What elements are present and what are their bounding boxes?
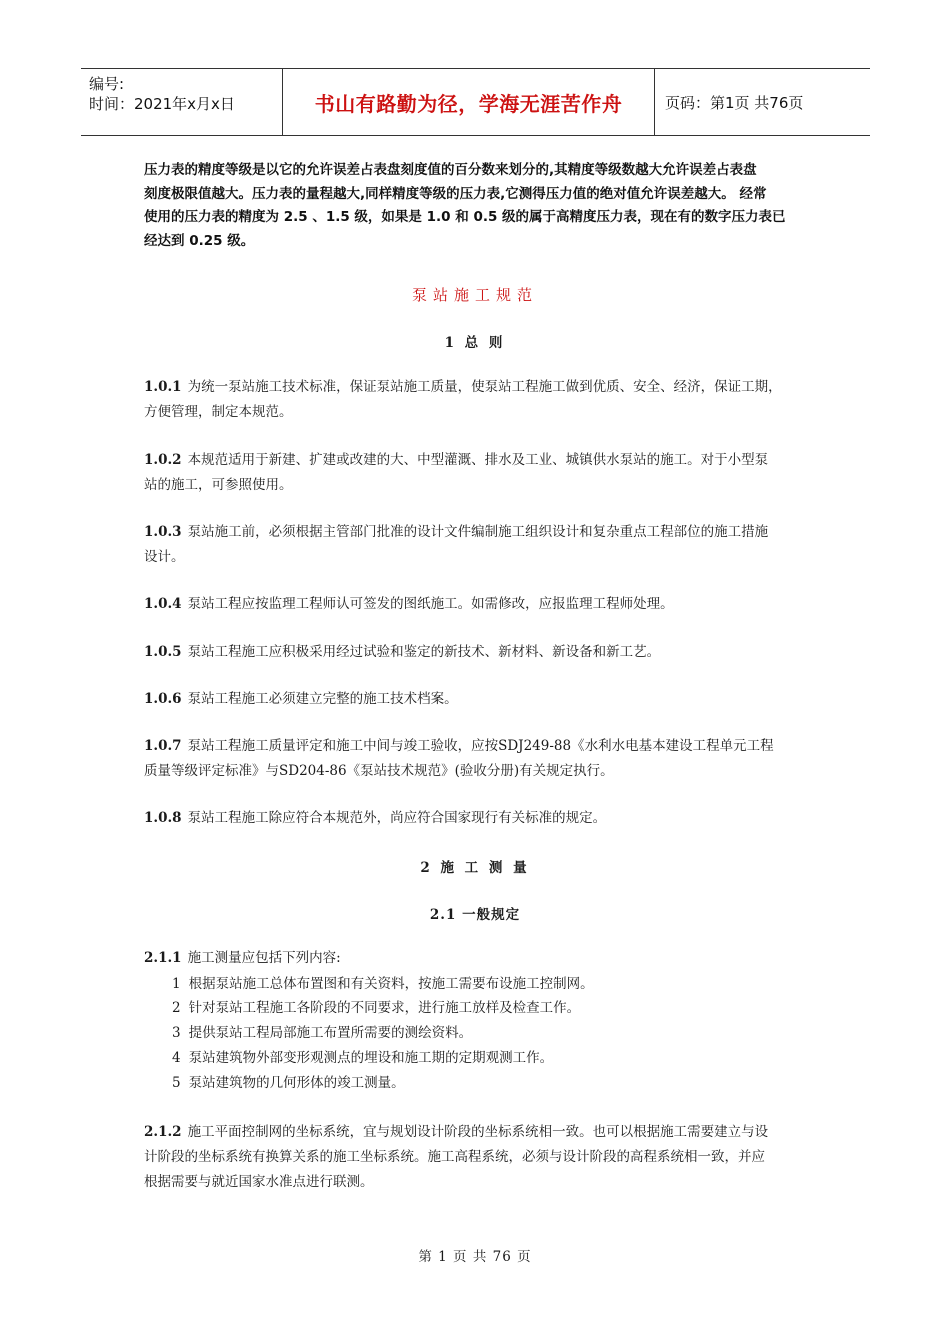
clause-1-0-6 (144, 687, 814, 712)
clause-1-0-5 (144, 640, 814, 665)
clause-text: 为统一泵站施工技术标准，保证泵站施工质量，使泵站工程施工做到优质、安全、经济，保证工期， (187, 379, 782, 395)
subsection-heading-2-1: 2.1 一般规定 (429, 907, 521, 923)
intro-line: 使用的压力表的精度为 2.5 、1.5 级，如果是 1.0 和 0.5 级的属于高精度压力表，现在有的数字压力表已 (144, 209, 786, 225)
clause-text: 站的施工，可参照使用。 (144, 477, 293, 493)
clause-2-1-1 (144, 946, 814, 971)
list-item (172, 1048, 812, 1068)
clause-1-0-3 (144, 520, 814, 570)
clause-1-0-2 (144, 448, 814, 498)
clause-text: 计阶段的坐标系统有换算关系的施工坐标系统。施工高程系统，必须与设计阶段的高程系统相一致，并应 (144, 1149, 765, 1165)
header-meta-cell (81, 69, 283, 135)
time-label: 时间：2021年x月x日 (89, 95, 235, 113)
clause-number: 1.0.8 (144, 810, 182, 826)
page-footer: 第 1 页 共 76 页 (418, 1249, 532, 1265)
clause-text: 施工测量应包括下列内容: (187, 950, 341, 966)
clause-text: 设计。 (144, 549, 185, 565)
list-item (172, 998, 812, 1018)
clause-text: 泵站工程施工除应符合本规范外，尚应符合国家现行有关标准的规定。 (187, 810, 607, 826)
list-text: 根据泵站施工总体布置图和有关资料，按施工需要布设施工控制网。 (188, 976, 594, 992)
clause-text: 泵站工程应按监理工程师认可签发的图纸施工。如需修改，应报监理工程师处理。 (187, 596, 674, 612)
clause-number: 1.0.1 (144, 379, 182, 395)
clause-number: 1.0.6 (144, 691, 182, 707)
list-text: 针对泵站工程施工各阶段的不同要求，进行施工放样及检查工作。 (188, 1000, 581, 1016)
clause-text: 泵站工程施工应积极采用经过试验和鉴定的新技术、新材料、新设备和新工艺。 (187, 644, 661, 660)
clause-number: 1.0.7 (144, 738, 182, 754)
clause-text: 质量等级评定标准》与SD204-86《泵站技术规范》(验收分册)有关规定执行。 (144, 763, 614, 779)
clause-text: 施工平面控制网的坐标系统，宜与规划设计阶段的坐标系统相一致。也可以根据施工需要建立与设 (187, 1124, 769, 1140)
clause-1-0-8 (144, 806, 814, 831)
clause-text: 根据需要与就近国家水准点进行联测。 (144, 1174, 374, 1190)
clause-1-0-7 (144, 734, 814, 784)
intro-line: 经达到 0.25 级。 (144, 232, 255, 249)
clause-number: 1.0.3 (144, 524, 182, 540)
section-heading-1: 1 总 则 (444, 335, 506, 351)
intro-paragraph (144, 159, 814, 253)
list-text: 提供泵站工程局部施工布置所需要的测绘资料。 (188, 1025, 473, 1041)
header-motto: 书山有路勤为径，学海无涯苦作舟 (283, 69, 655, 135)
list-number: 3 (172, 1025, 181, 1041)
clause-text: 本规范适用于新建、扩建或改建的大、中型灌溉、排水及工业、城镇供水泵站的施工。对于小型泵 (187, 452, 769, 468)
code-label: 编号: (89, 75, 125, 93)
list-item (172, 1073, 812, 1093)
clause-number: 2.1.2 (144, 1124, 182, 1140)
clause-2-1-2 (144, 1120, 814, 1195)
intro-line: 压力表的精度等级是以它的允许误差占表盘刻度值的百分数来划分的,其精度等级数越大允许误差占表盘 (144, 162, 757, 178)
clause-text: 泵站工程施工必须建立完整的施工技术档案。 (187, 691, 458, 707)
section-heading-2: 2 施 工 测 量 (420, 860, 530, 876)
clause-1-0-4 (144, 592, 814, 617)
list-text: 泵站建筑物的几何形体的竣工测量。 (188, 1075, 405, 1091)
header-page-info: 页码：第1页 共76页 (665, 93, 804, 112)
list-item (172, 1023, 812, 1043)
list-number: 5 (172, 1075, 181, 1091)
clause-number: 1.0.2 (144, 452, 182, 468)
clause-text: 方便管理，制定本规范。 (144, 404, 293, 420)
clause-text: 泵站施工前，必须根据主管部门批准的设计文件编制施工组织设计和复杂重点工程部位的施工措施 (187, 524, 769, 540)
list-number: 2 (172, 1000, 181, 1016)
clause-number: 1.0.5 (144, 644, 182, 660)
intro-line: 刻度极限值越大。压力表的量程越大,同样精度等级的压力表,它测得压力值的绝对值允许误差越大。 经常 (144, 185, 767, 202)
clause-number: 1.0.4 (144, 596, 182, 612)
page-header (81, 68, 870, 136)
list-number: 1 (172, 976, 181, 992)
list-item (172, 974, 812, 994)
document-title: 泵站施工规范 (411, 286, 538, 304)
list-text: 泵站建筑物外部变形观测点的埋设和施工期的定期观测工作。 (188, 1050, 554, 1066)
list-number: 4 (172, 1050, 181, 1066)
clause-1-0-1 (144, 375, 814, 425)
clause-text: 泵站工程施工质量评定和施工中间与竣工验收，应按SDJ249-88《水利水电基本建设工程单元工程 (187, 738, 774, 754)
clause-number: 2.1.1 (144, 950, 182, 966)
